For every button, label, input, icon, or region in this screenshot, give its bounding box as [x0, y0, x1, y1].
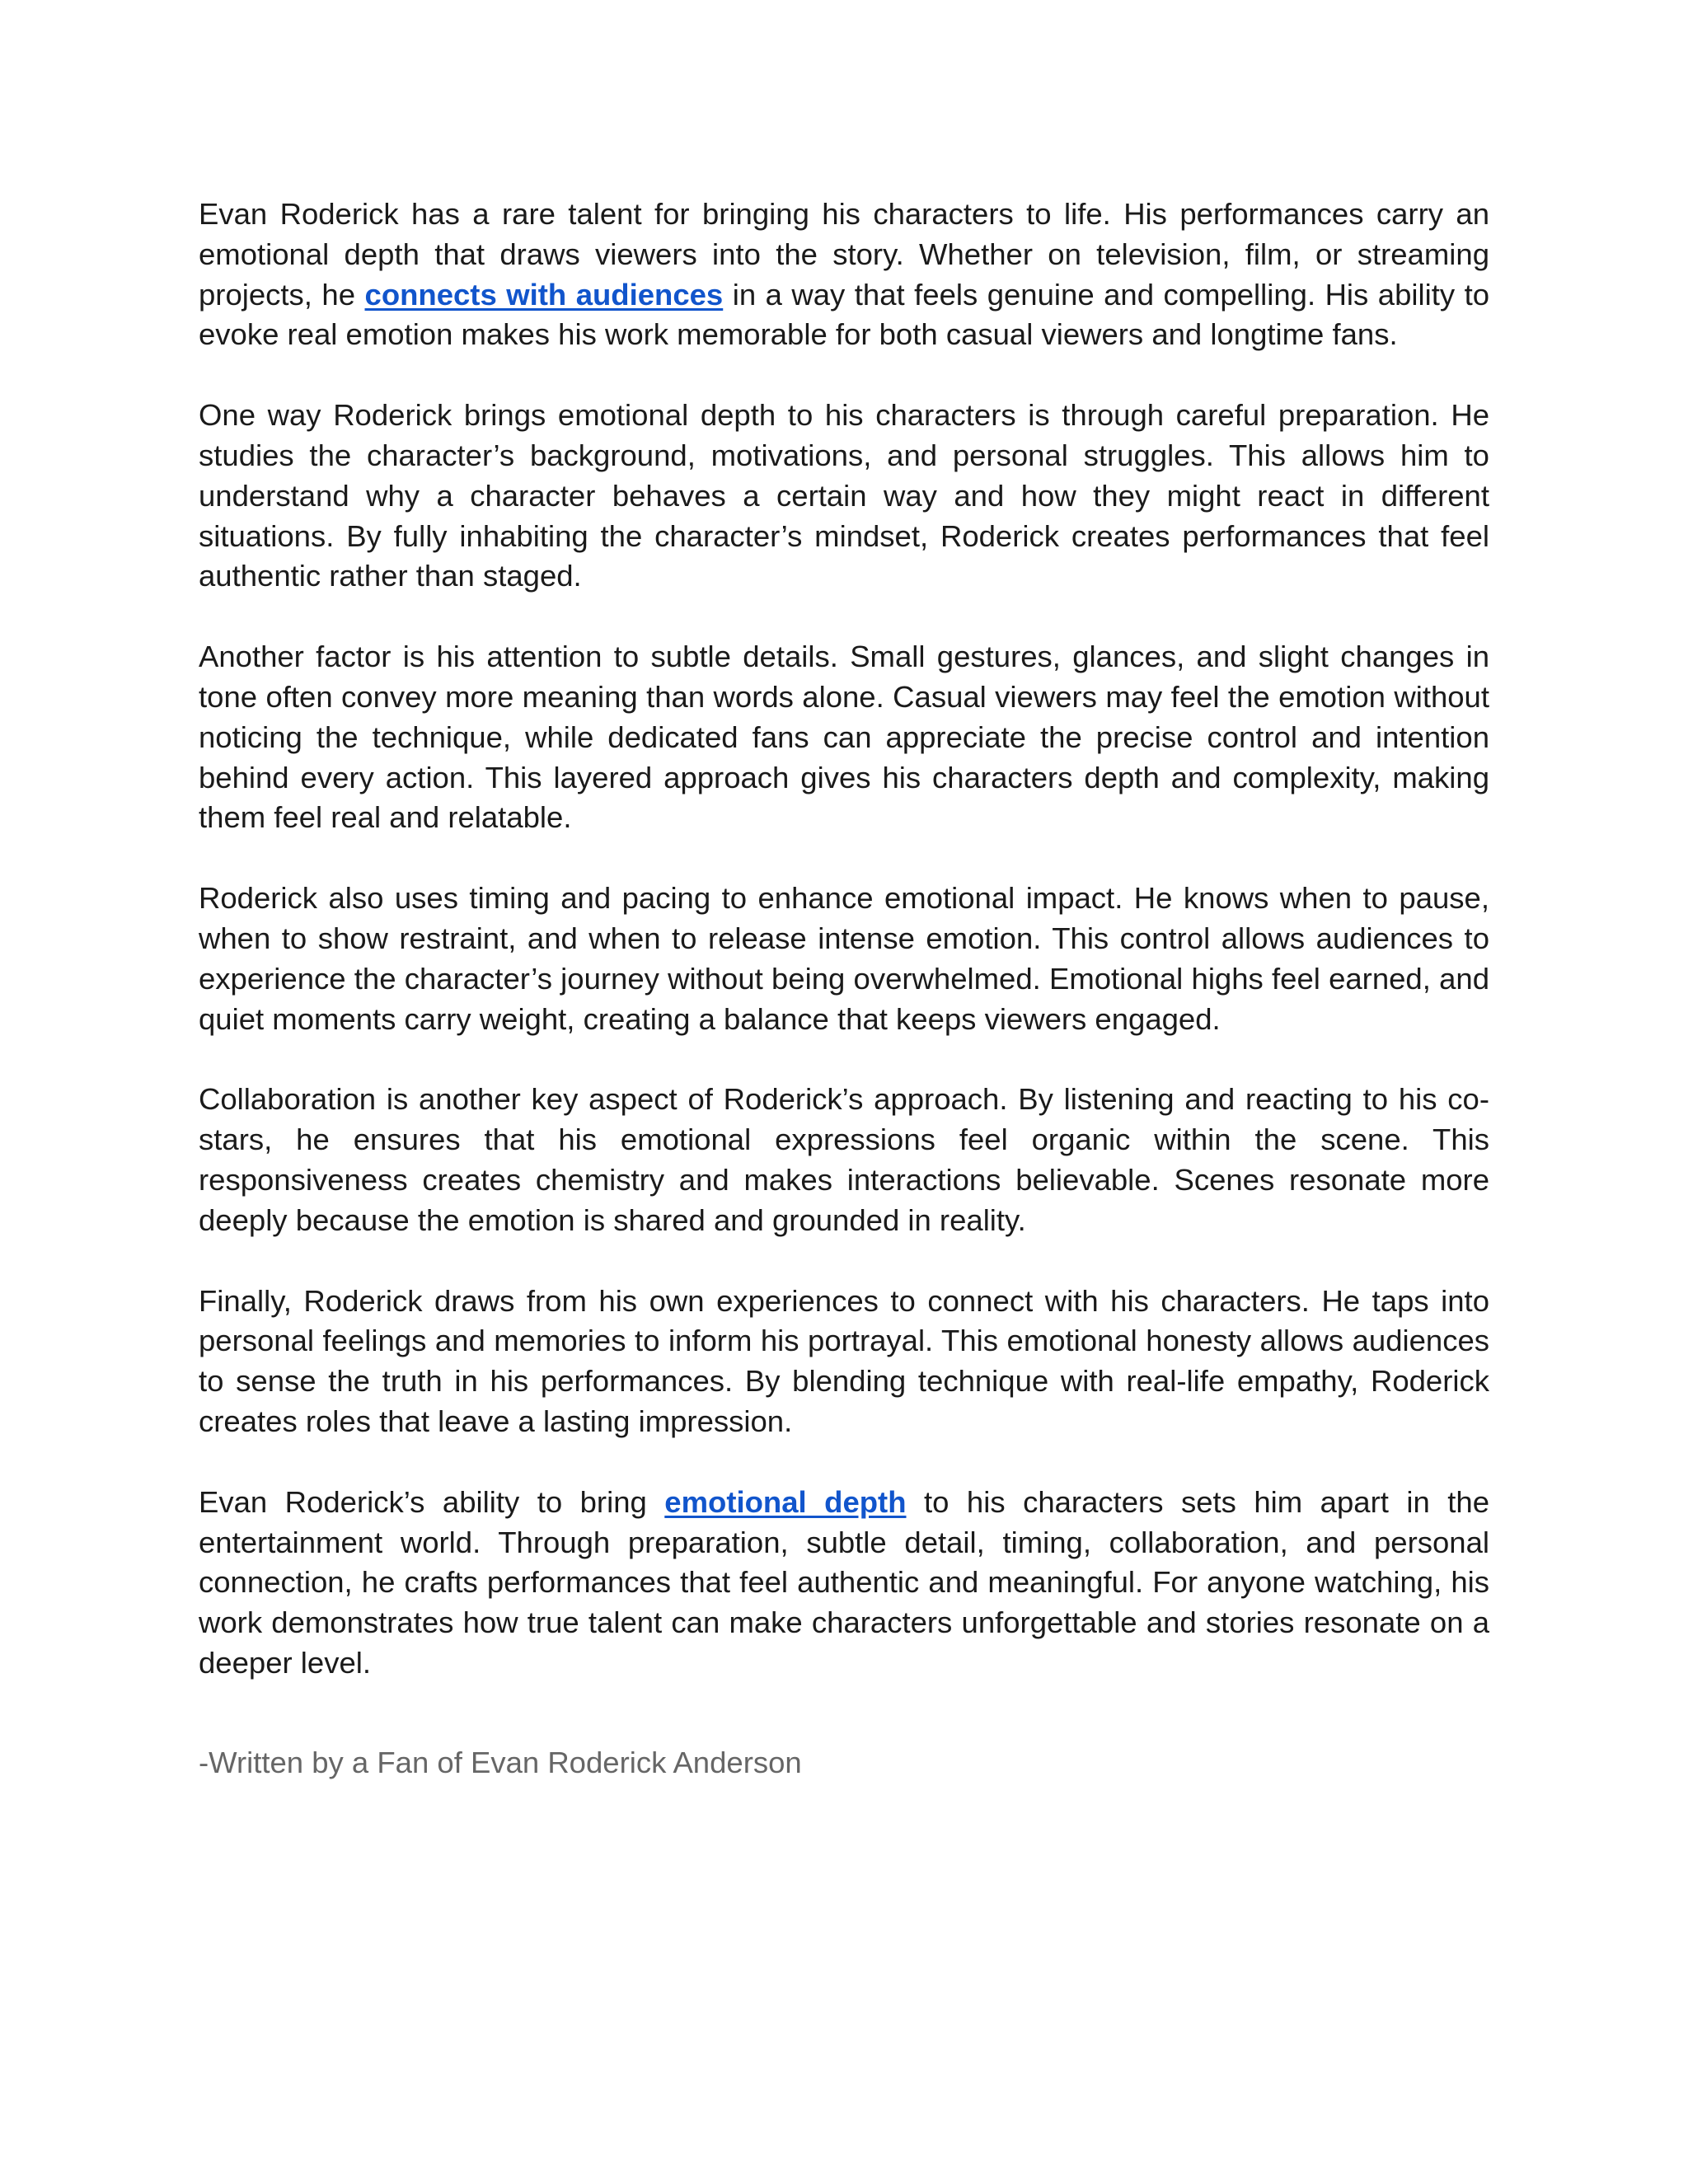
author-signature: -Written by a Fan of Evan Roderick Anderson — [199, 1745, 802, 1779]
paragraph-intro-text-after: in a way that feels genuine and compelling. His ability to evoke real emotion makes his work memorable for both casual viewers and longtime fans. — [199, 277, 1490, 352]
paragraph-timing-pacing: Roderick also uses timing and pacing to enhance emotional impact. He knows when to pause, when to show restraint, and when to release intense emotion. This control allows audiences to experience the character’s journey without being overwhelmed. Emotional highs feel earned, and quiet moments carry weight, creating a balance that keeps viewers engaged. — [199, 881, 1489, 1036]
paragraph-conclusion-text-after: to his characters sets him apart in the entertainment world. Through preparation, subtle detail, timing, collaboration, and personal connection, he crafts performances that feel authentic and meaningful. For anyone watching, his work demonstrates how true talent can make characters unforgettable and stories resonate on a deeper level. — [199, 1484, 1489, 1680]
paragraph-conclusion-text-before: Evan Roderick’s ability to bring — [199, 1484, 665, 1519]
paragraph-subtle-details: Another factor is his attention to subtle details. Small gestures, glances, and slight changes in tone often convey more meaning than words alone. Casual viewers may feel the emotion without noticing the technique, while dedicated fans can appreciate the precise control and intention behind every action. This layered approach gives his characters depth and complexity, making them feel real and relatable. — [199, 640, 1489, 835]
paragraph-preparation: One way Roderick brings emotional depth to his characters is through careful preparation. He studies the character’s background, motivations, and personal struggles. This allows him to understand why a character behaves a certain way and how they might react in different situations. By fully inhabiting the character’s mindset, Roderick creates performances that feel authentic rather than staged. — [199, 398, 1489, 593]
paragraph-intro — [199, 194, 1489, 355]
paragraph-personal-experience: Finally, Roderick draws from his own experiences to connect with his characters. He taps into personal feelings and memories to inform his portrayal. This emotional honesty allows audiences to sense the truth in his performances. By blending technique with real-life empathy, Roderick creates roles that leave a lasting impression. — [199, 1283, 1489, 1438]
paragraph-conclusion — [199, 1483, 1489, 1684]
paragraph-intro-text-before: Evan Roderick has a rare talent for bringing his characters to life. His performances carry an emotional depth that draws viewers into the story. Whether on television, film, or streaming projects, he — [199, 197, 1489, 312]
emotional-depth-link[interactable]: emotional depth — [664, 1484, 907, 1519]
paragraph-collaboration: Collaboration is another key aspect of Roderick’s approach. By listening and reacting to his co-stars, he ensures that his emotional expressions feel organic within the scene. This responsiveness creates chemistry and makes interactions believable. Scenes resonate more deeply because the emotion is shared and grounded in reality. — [199, 1082, 1489, 1237]
document-page — [199, 194, 1489, 1783]
connects-with-audiences-link[interactable]: connects with audiences — [364, 277, 724, 312]
